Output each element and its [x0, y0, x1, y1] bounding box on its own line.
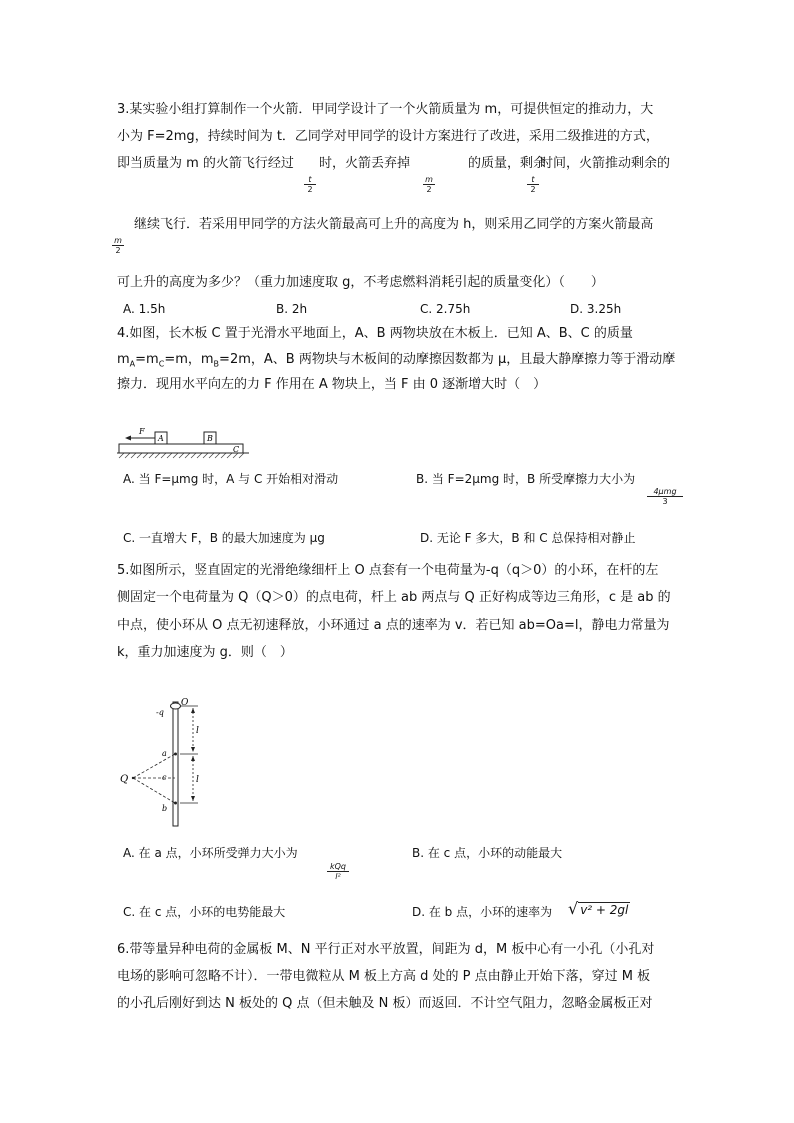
- arrow-down-icon-2: [191, 796, 195, 801]
- q4-line1: 4.如图，长木板 C 置于光滑水平地面上，A、B 两物块放在木板上．已知 A、B、C 的质量: [117, 326, 633, 341]
- label-b-point: b: [162, 804, 168, 813]
- q6-line3: 的小孔后刚好到达 N 板处的 Q 点（但未触及 N 板）而返回．不计空气阻力，忽略金属板正对: [117, 996, 653, 1011]
- q4-option-b: B. 当 F=2μmg 时，B 所受摩擦力大小为: [416, 472, 636, 486]
- q4-option-c: C. 一直增大 F，B 的最大加速度为 μg: [123, 531, 325, 545]
- label-q-charge: Q: [120, 774, 129, 785]
- q6-line2: 电场的影响可忽略不计）．一带电微粒从 M 板上方高 d 处的 P 点由静止开始下落，穿过 M 板: [117, 969, 651, 984]
- q4-line3: 擦力．现用水平向左的力 F 作用在 A 物块上，当 F 由 0 逐渐增大时（ ）: [117, 377, 547, 392]
- q3-line4: 继续飞行．若采用甲同学的方法火箭最高可上升的高度为 h，则采用乙同学的方案火箭最高: [134, 217, 654, 232]
- q5-option-b: B. 在 c 点，小环的动能最大: [412, 846, 563, 860]
- q5-line4: k，重力加速度为 g．则（ ）: [117, 645, 293, 660]
- q6-line1: 6.带等量异种电荷的金属板 M、N 平行正对水平放置，间距为 d，M 板中心有一小孔（小孔对: [117, 942, 655, 957]
- label-a: A: [158, 434, 164, 443]
- q3-line1: 3.某实验小组打算制作一个火箭．甲同学设计了一个火箭质量为 m，可提供恒定的推动力，大: [117, 102, 654, 117]
- point-b: [174, 802, 177, 805]
- q3-line3-a: 即当质量为 m 的火箭飞行经过: [117, 156, 294, 171]
- q3-line3-c: 的质量，剩余: [468, 156, 547, 171]
- arrow-head-icon: [125, 436, 131, 441]
- fraction-kqq-over-l2: kQq l²: [327, 862, 349, 881]
- label-a-point: a: [162, 749, 167, 758]
- label-l-2: l: [196, 775, 199, 785]
- q3-line3-d: 时间，火箭推动剩余的: [540, 156, 671, 171]
- label-c-point: c: [162, 773, 167, 782]
- insulating-rod: [173, 702, 178, 826]
- fraction-t-over-2: $\frac{t}{2}$: [304, 175, 316, 194]
- arrow-up-icon-2: [191, 756, 195, 761]
- fraction-m-over-2: $\frac{m}{2}$: [423, 175, 435, 194]
- q3-option-c: C. 2.75h: [420, 302, 471, 316]
- q3-line3-b: 时，火箭丢弃掉: [319, 156, 411, 171]
- q5-line1: 5.如图所示，竖直固定的光滑绝缘细杆上 O 点套有一个电荷量为-q（q＞0）的小环，在杆的左: [117, 563, 659, 578]
- q4-option-a: A. 当 F=μmg 时，A 与 C 开始相对滑动: [123, 472, 339, 486]
- q5-rod-diagram: [118, 694, 218, 829]
- q4-board-diagram: [115, 422, 255, 462]
- label-l-1: l: [196, 726, 199, 736]
- label-o: O: [181, 698, 189, 708]
- q3-line5: 可上升的高度为多少？（重力加速度取 g，不考虑燃料消耗引起的质量变化）（ ）: [117, 275, 604, 290]
- dimension-marks: [180, 706, 198, 803]
- fraction-t-over-2-b: $\frac{t}{2}$: [527, 175, 539, 194]
- fraction-4umg-over-3: 4μmg 3: [647, 487, 683, 506]
- q4-option-d: D. 无论 F 多大，B 和 C 总保持相对静止: [420, 531, 636, 545]
- arrow-up-icon: [191, 708, 195, 713]
- label-b: B: [207, 434, 213, 443]
- ground-hatching: [119, 453, 244, 458]
- label-c: C: [233, 445, 240, 454]
- small-ring: [171, 703, 181, 709]
- q3-option-b: B. 2h: [276, 302, 308, 316]
- board-c: [119, 444, 243, 453]
- q3-option-a: A. 1.5h: [123, 302, 166, 316]
- fraction-m-over-2-b: $\frac{m}{2}$: [112, 236, 124, 255]
- q5-option-a: A. 在 a 点，小环所受弹力大小为: [123, 846, 298, 860]
- triangle-dashed-lines: [133, 754, 175, 803]
- q4-line2: $m_A=m_C=m$，$m_B=2m$，A、B 两物块与木板间的动摩擦因数都为 μ，且最大静摩擦力等于滑动摩: [117, 352, 676, 369]
- q5-option-d: D. 在 b 点，小环的速率为: [412, 905, 553, 919]
- q3-line2: 小为 F=2mg，持续时间为 t．乙同学对甲同学的设计方案进行了改进，采用二级推进的方式，: [117, 129, 659, 144]
- q3-option-d: D. 3.25h: [570, 302, 622, 316]
- q5-line3: 中点，使小环从 O 点无初速释放，小环通过 a 点的速率为 v．若已知 ab=Oa=l，静电力常量为: [117, 618, 670, 633]
- label-minus-q: -q: [156, 708, 164, 717]
- sqrt-expression: √ v² + 2gl: [568, 899, 629, 918]
- label-f: F: [139, 427, 145, 436]
- q5-line2: 侧固定一个电荷量为 Q（Q＞0）的点电荷，杆上 ab 两点与 Q 正好构成等边三角形，c 是 ab 的: [117, 590, 671, 605]
- sqrt-symbol-icon: √: [568, 899, 579, 918]
- arrow-down-icon: [191, 747, 195, 752]
- q5-option-c: C. 在 c 点，小环的电势能最大: [123, 905, 286, 919]
